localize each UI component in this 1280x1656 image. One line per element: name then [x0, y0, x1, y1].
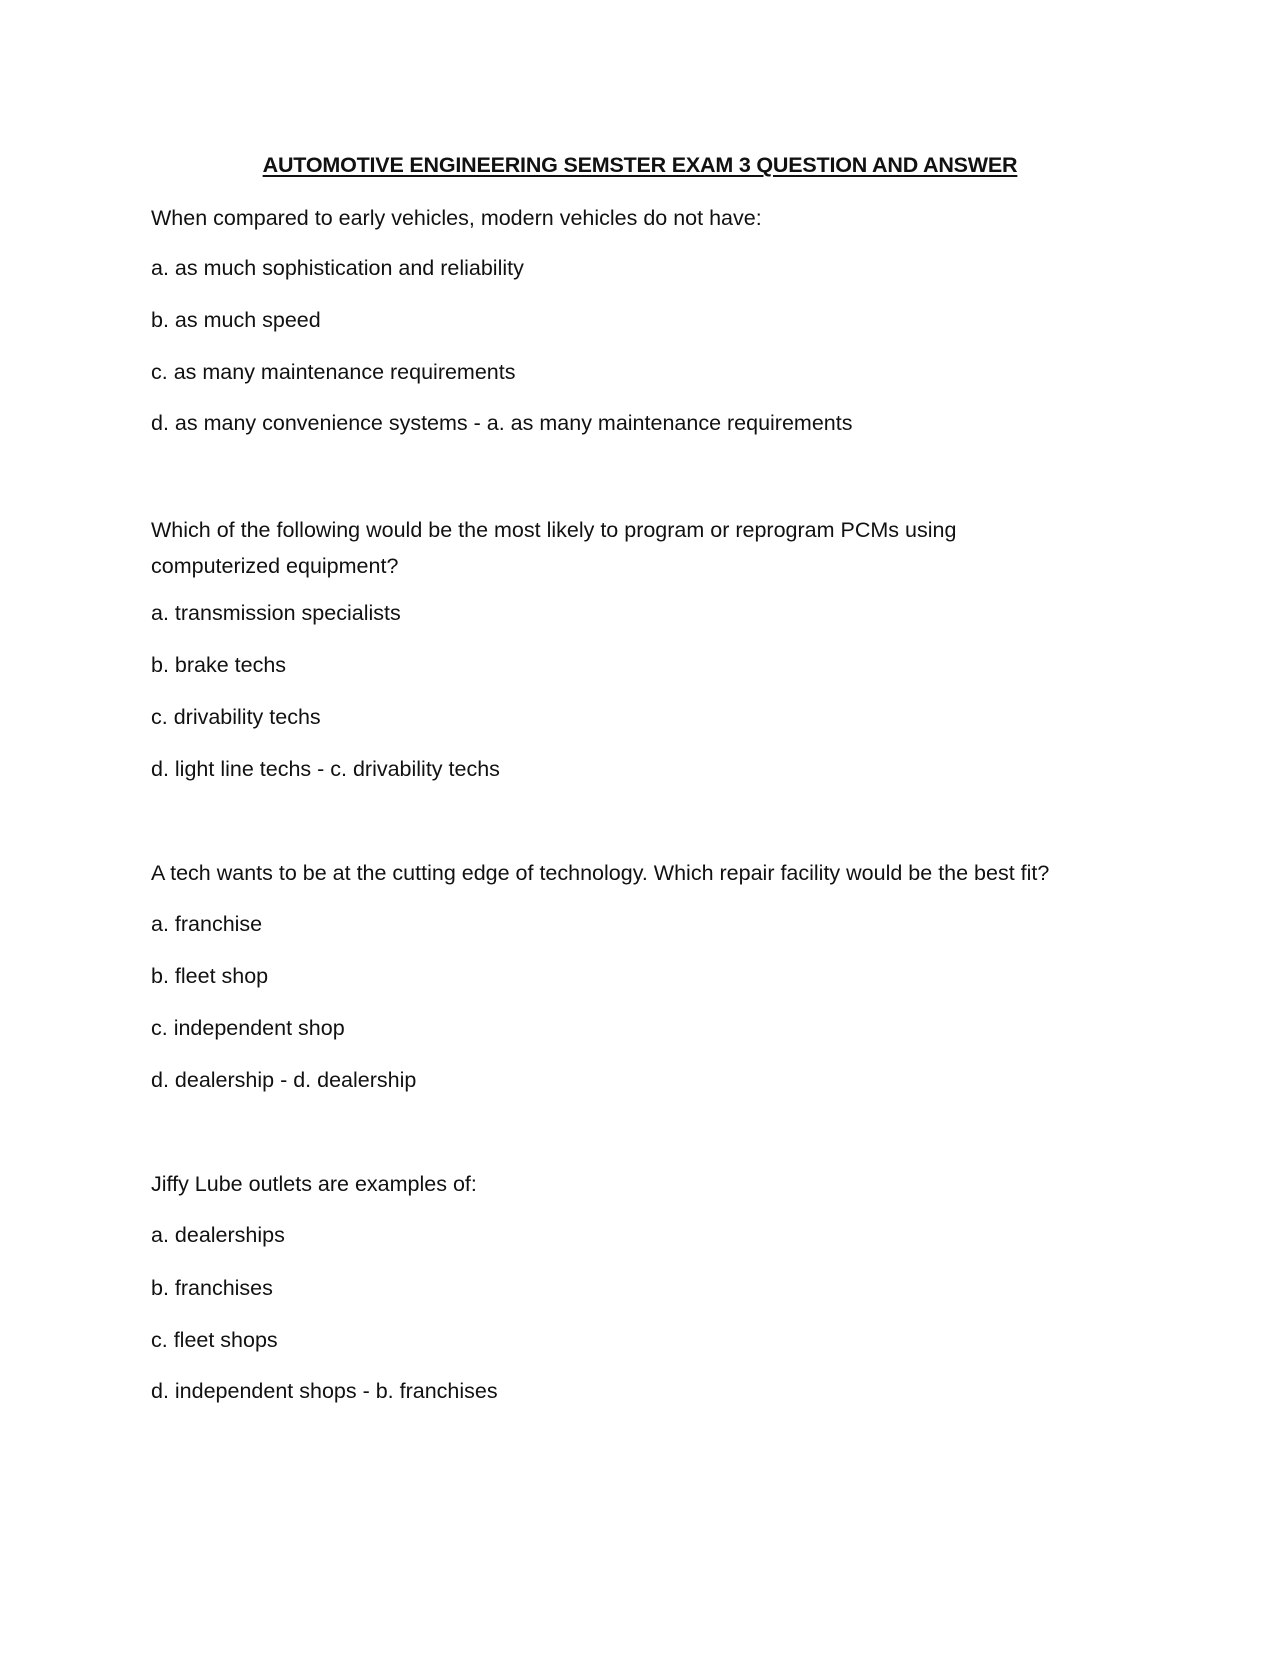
question-2-text: Which of the following would be the most likely to program or reprogram PCMs using computerized equipment? [151, 518, 957, 578]
question-1-option-a: a. as much sophistication and reliability [151, 256, 524, 280]
question-3-text: A tech wants to be at the cutting edge of technology. Which repair facility would be the best fit? [151, 861, 1050, 885]
question-3-option-a: a. franchise [151, 912, 263, 936]
question-4-option-a: a. dealerships [151, 1223, 285, 1247]
question-2-option-a: a. transmission specialists [151, 601, 401, 625]
question-3-option-d-answer: d. dealership - d. dealership [151, 1068, 417, 1092]
question-2-option-c: c. drivability techs [151, 705, 321, 729]
question-4-option-c: c. fleet shops [151, 1328, 278, 1352]
document-title: AUTOMOTIVE ENGINEERING SEMSTER EXAM 3 QUESTION AND ANSWER [262, 153, 1018, 177]
question-2-option-b: b. brake techs [151, 653, 287, 677]
question-4-text: Jiffy Lube outlets are examples of: [151, 1172, 477, 1196]
question-2-option-d-answer: d. light line techs - c. drivability techs [151, 757, 500, 781]
question-4-option-b: b. franchises [151, 1276, 273, 1300]
question-1-text: When compared to early vehicles, modern vehicles do not have: [151, 206, 762, 230]
question-3-option-c: c. independent shop [151, 1016, 345, 1040]
question-1-option-c: c. as many maintenance requirements [151, 360, 516, 384]
question-3-option-b: b. fleet shop [151, 964, 269, 988]
question-1-option-b: b. as much speed [151, 308, 321, 332]
question-1-option-d-answer: d. as many convenience systems - a. as many maintenance requirements [151, 411, 853, 435]
question-4-option-d-answer: d. independent shops - b. franchises [151, 1379, 498, 1403]
